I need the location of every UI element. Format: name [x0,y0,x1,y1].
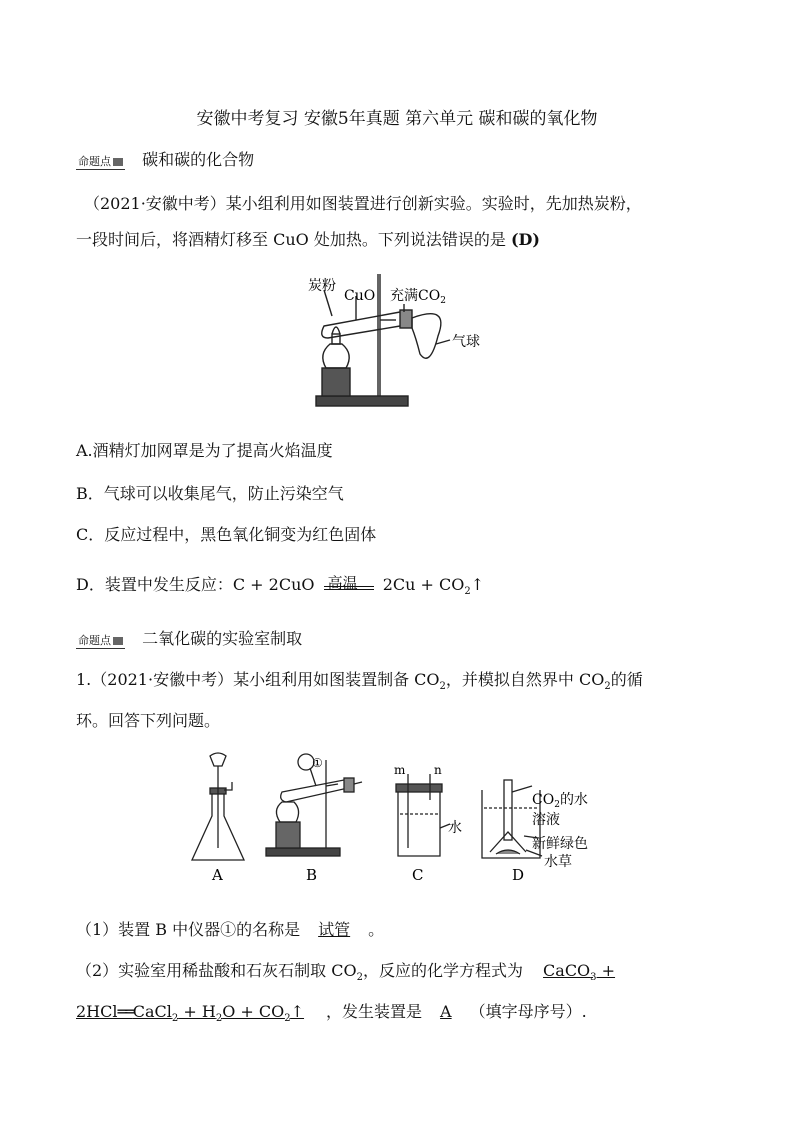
label-waterweed: 水草 [544,854,572,870]
label-cuo: CuO [344,288,376,304]
label-co2-water: $CO_2$的水 [532,792,588,810]
question-line: （2021·安徽中考）某小组利用如图装置进行创新实验。实验时，先加热炭粉， [84,194,642,213]
option-b: B．气球可以收集尾气，防止污染空气 [76,484,344,503]
apparatus-figure-1 [300,268,510,416]
label-d: D [512,866,525,884]
answer: A [440,1002,452,1021]
question-line: 1.（2021·安徽中考）某小组利用如图装置制备 $CO_2$，并模拟自然界中 $CO_2$的循 [76,670,643,693]
sub-question-2: （2）实验室用稀盐酸和石灰石制取 $CO_2$，反应的化学方程式为 CaCO$_3$ + [76,961,616,984]
label-m: m [394,763,406,777]
section-title: 二氧化碳的实验室制取 [142,629,303,648]
label-balloon: 气球 [452,334,480,350]
answer: CaCO$_3$ + [543,961,616,984]
label-n: n [434,763,442,777]
option-c: C．反应过程中，黑色氧化铜变为红色固体 [76,525,377,544]
section-tag: 命题点 [76,632,125,649]
question-line: 环。回答下列问题。 [76,711,221,730]
answer: 试管 [318,920,351,939]
option-d: D．装置中发生反应：C + 2CuO 高温 $2Cu + CO_2↑$ [76,574,485,598]
apparatus-figure-2 [186,752,606,886]
label-a: A [212,866,223,884]
label-water: 水 [448,820,462,836]
section-title: 碳和碳的化合物 [142,150,255,169]
label-co2: 充满$CO_2$ [390,288,446,306]
answer: (D) [510,230,540,249]
section-heading-2 [76,626,302,649]
sub-question-1: （1）装置 B 中仪器①的名称是 试管 。 [76,920,385,939]
label-carbon: 炭粉 [308,278,336,294]
option-a: A.酒精灯加网罩是为了提高火焰温度 [76,441,333,460]
section-tag: 命题点 [76,153,125,170]
label-c: C [412,866,424,884]
section-heading-1 [76,147,254,170]
sub-question-2-cont: 2HCl══CaCl$_2$ + $H_2O$ + $CO_2↑$ ，发生装置是 A （填字母序号）. [76,1002,587,1025]
label-circle-1: ① [312,756,323,770]
answer: 2HCl══CaCl$_2$ + $H_2O$ + $CO_2↑$ [76,1002,305,1025]
label-fresh-green: 新鲜绿色 [532,836,588,852]
question-line: 一段时间后，将酒精灯移至 CuO 处加热。下列说法错误的是 (D) [76,230,540,249]
label-solution: 溶液 [532,812,560,828]
page-title: 安徽中考复习 安徽5年真题 第六单元 碳和碳的氧化物 [196,109,598,129]
reaction-condition: 高温 [327,574,358,592]
label-b: B [306,866,318,884]
